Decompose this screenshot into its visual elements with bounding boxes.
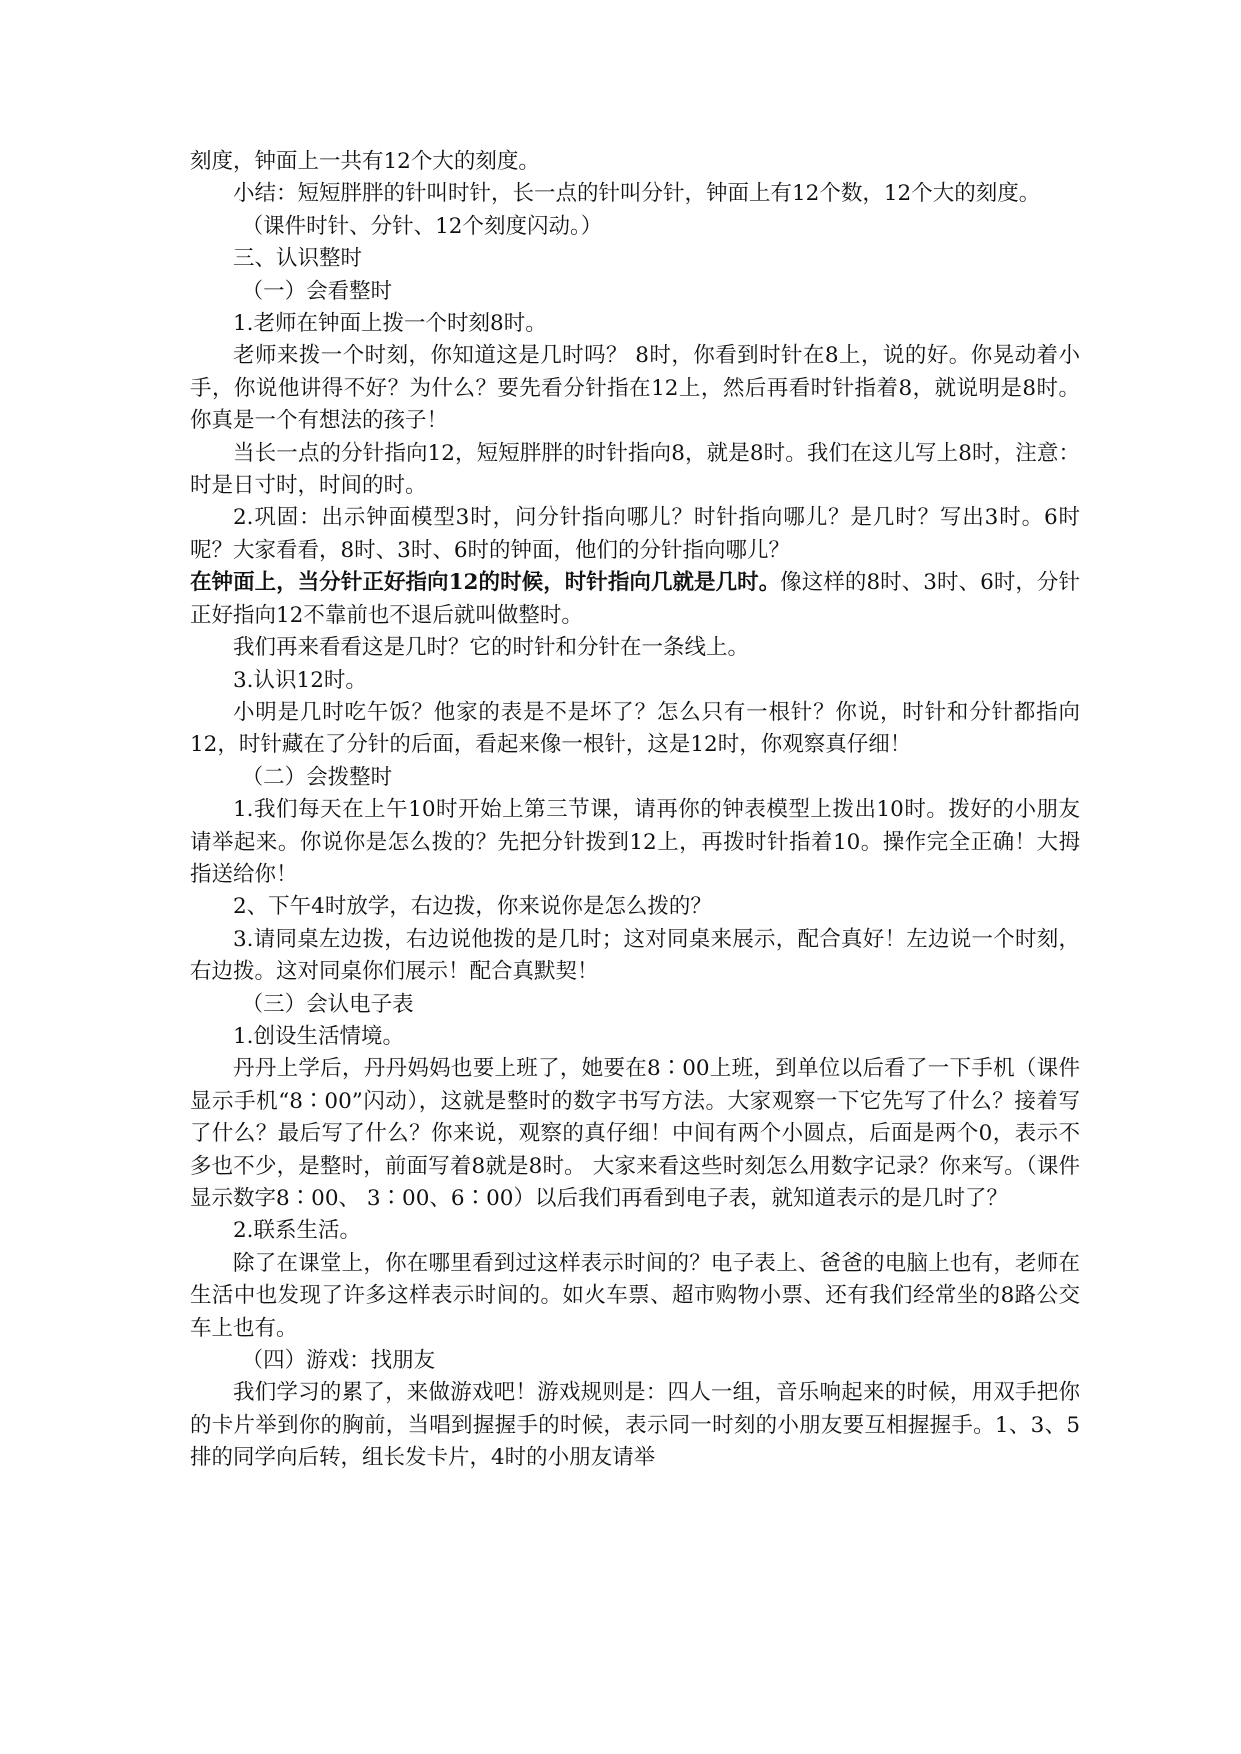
paragraph: 刻度，钟面上一共有12个大的刻度。 [190, 149, 540, 174]
paragraph: 丹丹上学后，丹丹妈妈也要上班了，她要在8∶00上班，到单位以后看了一下手机（课件显示手机“8∶00”闪动），这就是整时的数字书写方法。大家观察一下它先写了什么？接着写了什么？最后写了什么？你来说，观察的真仔细！中间有两个小圆点，后面是两个0，表示不多也不少，是整时，前面写着8就是8时。 大家来看这些时刻怎么用数字记录？你来写。（课件显示数字8∶00、 3∶00、6∶00）以后我们再看到电子表，就知道表示的是几时了？ [190, 1056, 1080, 1211]
step-item: 2.联系生活。 [233, 1218, 362, 1244]
step-item: 3.认识12时。 [233, 667, 367, 693]
step-item: 1.创设生活情境。 [233, 1023, 405, 1049]
step-item: 1.我们每天在上午10时开始上第三节课，请再你的钟表模型上拨出10时。拨好的小朋友请举起来。你说你是怎么拨的？先把分针拨到12上，再拨时针指着10。操作完全正确！大拇指送给你！ [190, 797, 1080, 887]
paragraph: 小明是几时吃午饭？他家的表是不是坏了？怎么只有一根针？你说，时针和分针都指向12，时针藏在了分针的后面，看起来像一根针，这是12时，你观察真仔细！ [190, 699, 1080, 758]
bold-rule-text: 在钟面上，当分针正好指向12的时候，时针指向几就是几时。 [190, 570, 781, 596]
rule-continuation: 像这样的8时、3时、6时，分针正好指向12不靠前也不退后就叫做整时。 [190, 570, 1080, 628]
emphasis-paragraph [190, 567, 1080, 632]
paragraph: 我们再来看看这是几时？它的时针和分针在一条线上。 [233, 635, 750, 661]
courseware-note: （课件时针、分针、12个刻度闪动。） [241, 213, 603, 239]
paragraph: 我们学习的累了，来做游戏吧！游戏规则是：四人一组，音乐响起来的时候，用双手把你的卡片举到你的胸前，当唱到握握手的时候，表示同一时刻的小朋友要互相握握手。1、3、5排的同学向后转，组长发卡片，4时的小朋友请举 [190, 1380, 1080, 1471]
step-item: 2、下午4时放学，右边拨，你来说你是怎么拨的？ [233, 894, 712, 920]
paragraph: 除了在课堂上，你在哪里看到过这样表示时间的？电子表上、爸爸的电脑上也有，老师在生活中也发现了许多这样表示时间的。如火车票、超市购物小票、还有我们经常坐的8路公交车上也有。 [190, 1250, 1080, 1341]
subsection-heading: （二）会拨整时 [241, 764, 393, 790]
subsection-heading: （三）会认电子表 [241, 991, 414, 1017]
paragraph: 老师来拨一个时刻，你知道这是几时吗？ 8时，你看到时针在8上，说的好。你晃动着小手，你说他讲得不好？为什么？要先看分针指在12上，然后再看时针指着8，就说明是8时。你真是一个有想法的孩子！ [190, 343, 1080, 434]
document-page [190, 146, 1080, 1475]
subsection-heading: （一）会看整时 [241, 278, 393, 304]
subsection-heading: （四）游戏：找朋友 [241, 1348, 436, 1374]
section-heading: 三、认识整时 [233, 246, 363, 272]
paragraph: 当长一点的分针指向12，短短胖胖的时针指向8，就是8时。我们在这儿写上8时，注意：时是日寸时，时间的时。 [190, 440, 1080, 499]
step-item: 1.老师在钟面上拨一个时刻8时。 [233, 311, 547, 337]
step-item: 3.请同桌左边拨，右边说他拨的是几时；这对同桌来展示，配合真好！左边说一个时刻，右边拨。这对同桌你们展示！配合真默契！ [190, 926, 1080, 985]
summary-paragraph: 小结：短短胖胖的针叫时针，长一点的针叫分针，钟面上有12个数，12个大的刻度。 [233, 181, 1041, 207]
step-item: 2.巩固：出示钟面模型3时，问分针指向哪儿？时针指向哪儿？是几时？写出3时。6时呢？大家看看，8时、3时、6时的钟面，他们的分针指向哪儿？ [190, 505, 1080, 563]
